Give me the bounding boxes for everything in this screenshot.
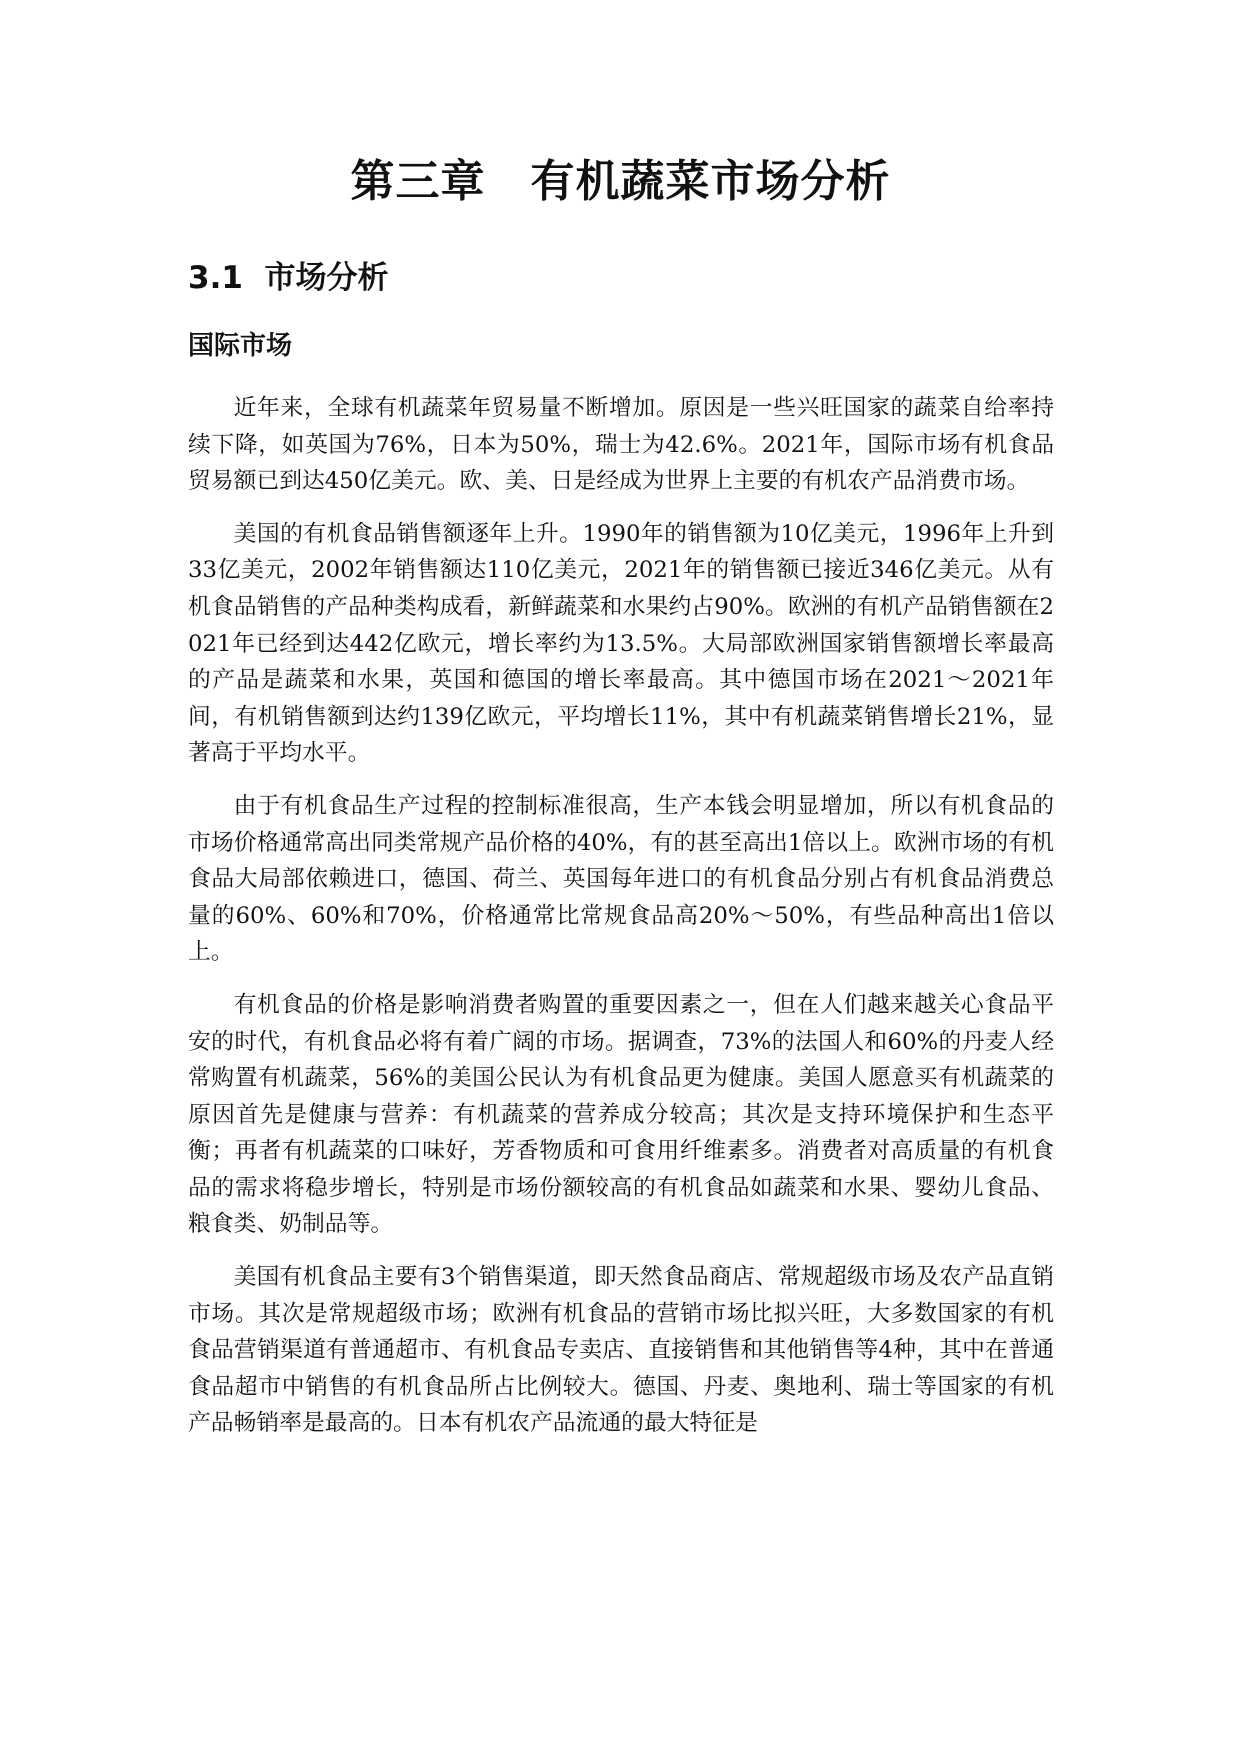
paragraph: 由于有机食品生产过程的控制标准很高，生产本钱会明显增加，所以有机食品的市场价格通常高出同类常规产品价格的40%，有的甚至高出1倍以上。欧洲市场的有机食品大局部依赖进口，德国、荷兰、英国每年进口的有机食品分别占有机食品消费总量的60%、60%和70%，价格通常比常规食品高20%～50%，有些品种高出1倍以上。 [188, 792, 1054, 966]
paragraph: 美国有机食品主要有3个销售渠道，即天然食品商店、常规超级市场及农产品直销市场。其次是常规超级市场；欧洲有机食品的营销市场比拟兴旺，大多数国家的有机食品营销渠道有普通超市、有机食品专卖店、直接销售和其他销售等4种，其中在普通食品超市中销售的有机食品所占比例较大。德国、丹麦、奥地利、瑞士等国家的有机产品畅销率是最高的。日本有机农产品流通的最大特征是 [188, 1264, 1054, 1437]
paragraph: 近年来，全球有机蔬菜年贸易量不断增加。原因是一些兴旺国家的蔬菜自给率持续下降，如英国为76%，日本为50%，瑞士为42.6%。2021年，国际市场有机食品贸易额已到达450亿美元。欧、美、日是经成为世界上主要的有机农产品消费市场。 [188, 395, 1054, 495]
subsection-title: 国际市场 [188, 331, 293, 361]
paragraph: 美国的有机食品销售额逐年上升。1990年的销售额为10亿美元，1996年上升到33亿美元，2002年销售额达110亿美元，2021年的销售额已接近346亿美元。从有机食品销售的产品种类构成看，新鲜蔬菜和水果约占90%。欧洲的有机产品销售额在2021年已经到达442亿欧元，增长率约为13.5%。大局部欧洲国家销售额增长率最高的产品是蔬菜和水果，英国和德国的增长率最高。其中德国市场在2021～2021年间，有机销售额到达约139亿欧元，平均增长11%，其中有机蔬菜销售增长21%，显著高于平均水平。 [188, 520, 1054, 767]
chapter-title: 第三章 有机蔬菜市场分析 [350, 156, 891, 207]
section-title: 3.1 市场分析 [188, 260, 389, 296]
paragraph: 有机食品的价格是影响消费者购置的重要因素之一，但在人们越来越关心食品平安的时代，有机食品必将有着广阔的市场。据调查，73%的法国人和60%的丹麦人经常购置有机蔬菜，56%的美国公民认为有机食品更为健康。美国人愿意买有机蔬菜的原因首先是健康与营养：有机蔬菜的营养成分较高；其次是支持环境保护和生态平衡；再者有机蔬菜的口味好，芳香物质和可食用纤维素多。消费者对高质量的有机食品的需求将稳步增长，特别是市场份额较高的有机食品如蔬菜和水果、婴幼儿食品、粮食类、奶制品等。 [188, 991, 1054, 1238]
body-text [188, 390, 1054, 1458]
